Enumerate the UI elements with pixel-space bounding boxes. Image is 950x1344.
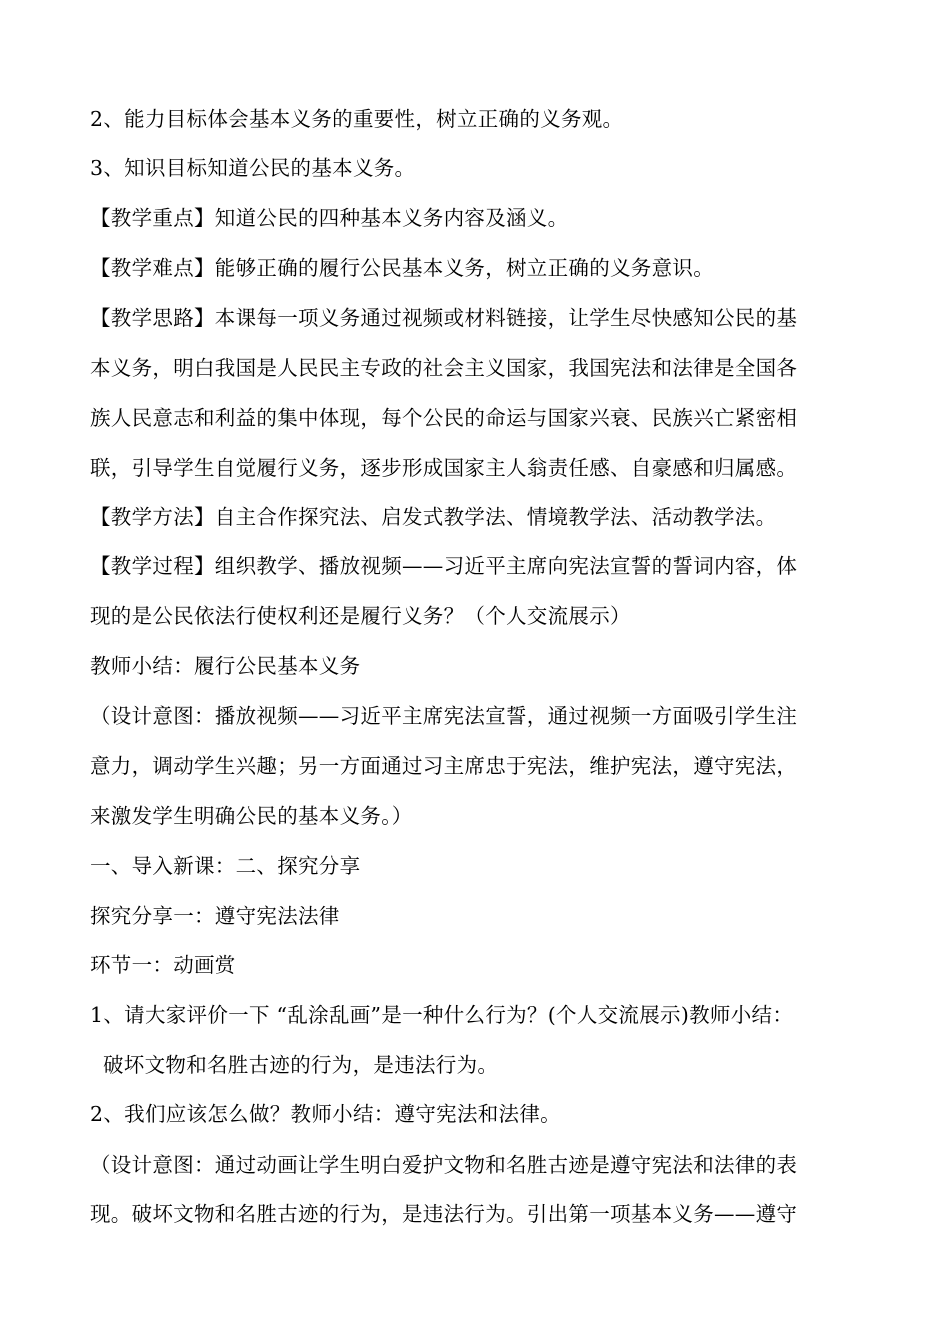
text-line: 【教学过程】组织教学、播放视频——习近平主席向宪法宣誓的誓词内容，体 [90, 554, 798, 578]
text-line: 环节一：动画赏 [90, 953, 236, 977]
text-line: 意力，调动学生兴趣；另一方面通过习主席忠于宪法，维护宪法，遵守宪法， [90, 754, 798, 778]
text-line: 探究分享一：遵守宪法法律 [90, 904, 340, 928]
text-line: 来激发学生明确公民的基本义务。） [90, 804, 413, 828]
text-line: 1、请大家评价一下 “乱涂乱画”是一种什么行为？(个人交流展示)教师小结： [90, 1003, 794, 1027]
text-line: 破坏文物和名胜古迹的行为，是违法行为。 [103, 1053, 499, 1077]
text-line: 3、知识目标知道公民的基本义务。 [90, 156, 416, 180]
text-line: 教师小结：履行公民基本义务 [90, 654, 361, 678]
text-line: 族人民意志和利益的集中体现，每个公民的命运与国家兴衰、民族兴亡紧密相 [90, 406, 798, 430]
text-line: 【教学方法】自主合作探究法、启发式教学法、情境教学法、活动教学法。 [90, 505, 777, 529]
text-line: 【教学思路】本课每一项义务通过视频或材料链接，让学生尽快感知公民的基 [90, 306, 798, 330]
text-line: （设计意图：播放视频——习近平主席宪法宣誓，通过视频一方面吸引学生注 [90, 704, 798, 728]
text-line: 2、能力目标体会基本义务的重要性，树立正确的义务观。 [90, 107, 624, 131]
text-line: （设计意图：通过动画让学生明白爱护文物和名胜古迹是遵守宪法和法律的表 [90, 1153, 798, 1177]
text-line: 【教学重点】知道公民的四种基本义务内容及涵义。 [90, 206, 569, 230]
text-line: 现。破坏文物和名胜古迹的行为，是违法行为。引出第一项基本义务——遵守 [90, 1202, 798, 1226]
text-line: 一、导入新课：二、探究分享 [90, 854, 361, 878]
text-line: 2、我们应该怎么做？教师小结：遵守宪法和法律。 [90, 1102, 561, 1126]
text-line: 【教学难点】能够正确的履行公民基本义务，树立正确的义务意识。 [90, 256, 714, 280]
text-line: 现的是公民依法行使权利还是履行义务？（个人交流展示） [90, 604, 631, 628]
text-line: 联，引导学生自觉履行义务，逐步形成国家主人翁责任感、自豪感和归属感。 [90, 456, 798, 480]
text-line: 本义务，明白我国是人民民主专政的社会主义国家，我国宪法和法律是全国各 [90, 356, 798, 380]
